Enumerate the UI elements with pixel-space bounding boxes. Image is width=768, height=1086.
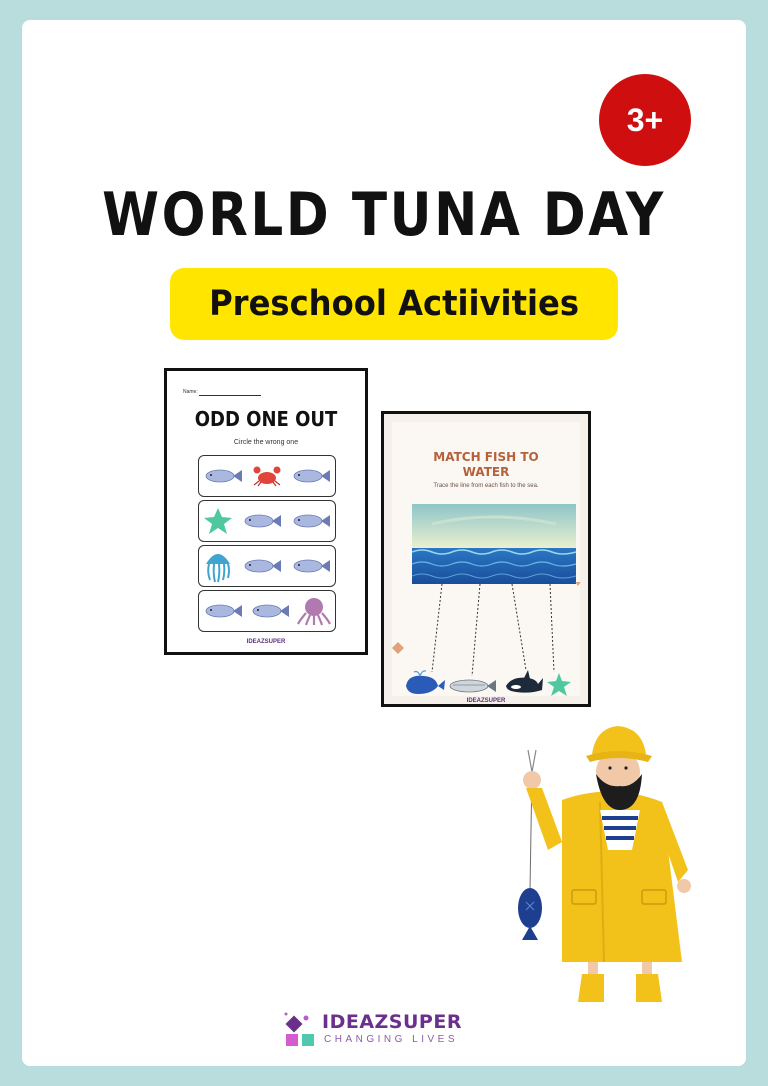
fish-icon [291,466,331,486]
fish-icon [447,676,497,696]
worksheet-odd-one-out [164,368,368,655]
page-title: WORLD TUNA DAY [102,180,666,250]
worksheet-title-line1: MATCH FISH TO [433,450,539,464]
starfish-icon [546,672,572,698]
odd-row [198,500,336,542]
jellyfish-icon [203,548,233,584]
fisherman-illustration [492,710,702,1010]
name-label: Name: [183,389,198,395]
odd-row [198,545,336,587]
odd-row [198,455,336,497]
starfish-icon [203,507,233,535]
sea-illustration [412,504,576,584]
whale-icon [402,668,446,698]
name-rule [199,395,261,396]
worksheet-title [392,450,580,480]
fish-icon [291,511,331,531]
brand-logo [284,1010,484,1050]
fish-icon [250,601,290,621]
odd-row [198,590,336,632]
age-badge: 3+ [599,74,691,166]
poster-card [22,20,746,1066]
worksheet-inner [392,422,580,704]
fish-icon [242,556,282,576]
fish-icon [291,556,331,576]
subtitle-banner [170,268,618,340]
logo-name: IDEAZSUPER [322,1011,462,1033]
fish-icon [203,601,243,621]
crab-icon [252,465,282,487]
worksheet-instruction: Trace the line from each fish to the sea. [433,483,539,489]
worksheet-match-fish [381,411,591,707]
worksheet-instruction: Circle the wrong one [233,439,299,446]
logo-mark-icon [284,1012,316,1048]
fish-icon [203,466,243,486]
worksheet-brand: IDEAZSUPER [466,698,506,704]
orca-icon [504,668,544,696]
subtitle-text: Preschool Actiivities [209,284,579,324]
logo-tagline: CHANGING LIVES [324,1034,459,1045]
worksheet-brand: IDEAZSUPER [246,639,286,645]
octopus-icon [297,596,331,626]
fish-icon [242,511,282,531]
worksheet-title: ODD ONE OUT [194,407,338,431]
worksheet-title-line2: WATER [462,465,510,479]
fish-icon [518,888,542,940]
